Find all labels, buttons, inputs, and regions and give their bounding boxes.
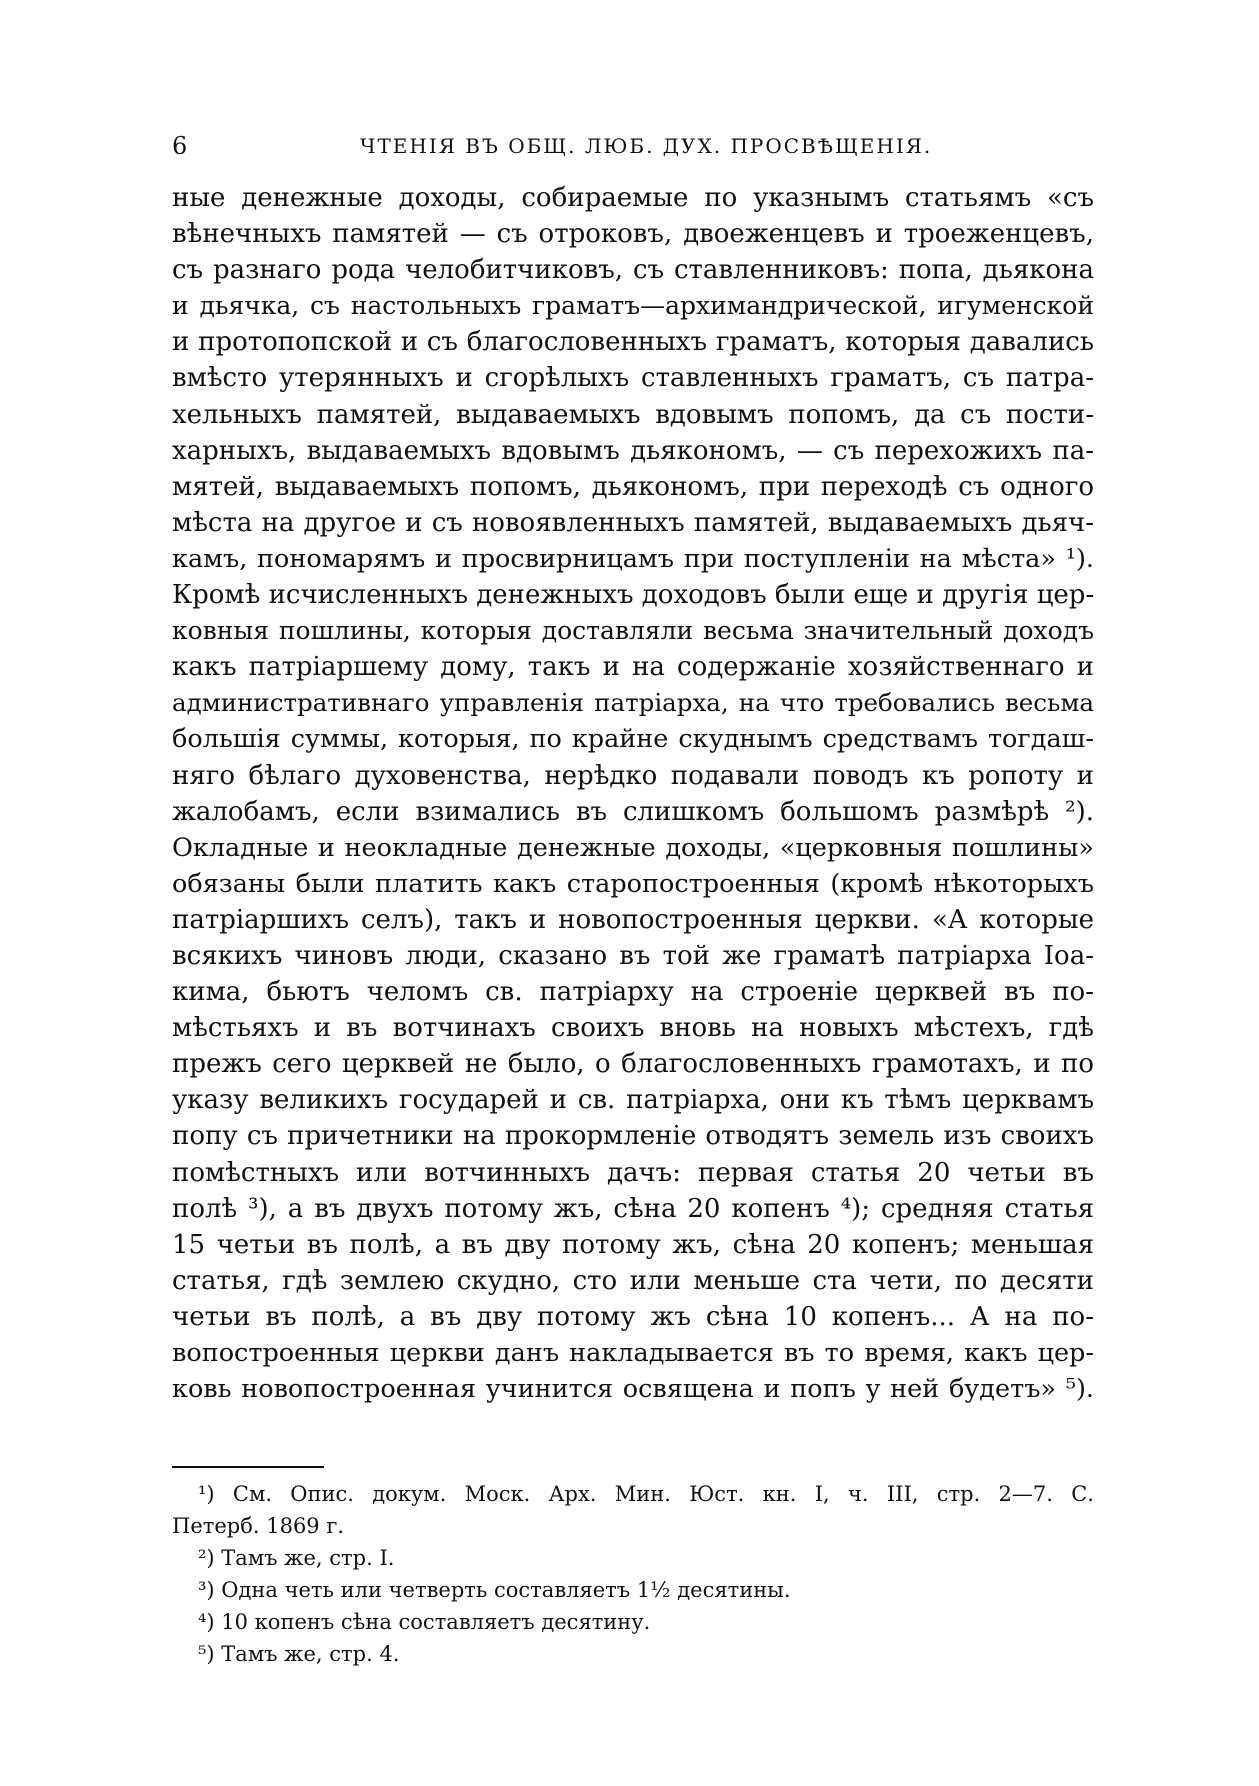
main-text (172, 180, 1094, 1407)
text-line: ковь новопостроенная учинится освящена и попъ у ней будетъ» ⁵). (172, 1374, 1094, 1405)
text-line: статья, гдѣ землею скудно, сто или меньше ста чети, по десяти (172, 1265, 1094, 1296)
text-line: мѣстьяхъ и въ вотчинахъ своихъ вновь на новыхъ мѣстехъ, гдѣ (172, 1013, 1094, 1044)
text-line: вопостроенныя церкви данъ накладывается въ то время, какъ цер- (172, 1338, 1094, 1368)
text-line: мятей, выдаваемыхъ попомъ, дьякономъ, при переходѣ съ одного (172, 471, 1094, 502)
page-number: 6 (172, 132, 188, 160)
text-line: Кромѣ исчисленныхъ денежныхъ доходовъ были еще и другія цер- (172, 580, 1094, 611)
text-line: ные денежные доходы, собираемые по указнымъ статьямъ «съ (172, 183, 1094, 213)
text-line: 15 четьи въ полѣ, а въ дву потому жъ, сѣна 20 копенъ; меньшая (172, 1229, 1094, 1260)
footnote-5: ⁵) Тамъ же, стр. 4. (198, 1642, 400, 1666)
text-line: камъ, пономарямъ и просвирницамъ при поступленіи на мѣста» ¹). (172, 543, 1094, 574)
footnote-4: ⁴) 10 копенъ сѣна составляетъ десятину. (198, 1610, 651, 1634)
footnote-2: ²) Тамъ же, стр. I. (198, 1546, 395, 1570)
running-title: ЧТЕНІЯ ВЪ ОБЩ. ЛЮБ. ДУХ. ПРОСВѢЩЕНІЯ. (360, 134, 933, 158)
text-line: и дьячка, съ настольныхъ граматъ—архимандрической, игуменской (172, 291, 1094, 321)
footnote-divider (172, 1466, 324, 1468)
text-line: прежъ сего церквей не было, о благословенныхъ грамотахъ, и по (172, 1049, 1094, 1080)
text-line: няго бѣлаго духовенства, нерѣдко подавали поводъ къ ропоту и (172, 760, 1094, 791)
footnotes (172, 1478, 1094, 1670)
text-line: харныхъ, выдаваемыхъ вдовымъ дьякономъ, — съ перехожихъ па- (172, 435, 1094, 466)
text-line: жалобамъ, если взимались въ слишкомъ большомъ размѣрѣ ²). (172, 796, 1094, 827)
text-line: попу съ причетники на прокормленіе отводятъ земель изъ своихъ (172, 1121, 1094, 1152)
text-line: и протопопской и съ благословенныхъ граматъ, которыя давались (172, 327, 1094, 358)
text-line: мѣста на другое и съ новоявленныхъ памятей, выдаваемыхъ дьяч- (172, 507, 1094, 538)
running-header (172, 130, 1092, 162)
text-line: обязаны были платить какъ старопостроенныя (кромѣ нѣкоторыхъ (172, 868, 1094, 899)
text-line: четьи въ полѣ, а въ дву потому жъ сѣна 10 копенъ... А на по- (172, 1301, 1094, 1332)
text-line: полѣ ³), а въ двухъ потому жъ, сѣна 20 копенъ ⁴); средняя статья (172, 1193, 1094, 1224)
text-line: всякихъ чиновъ люди, сказано въ той же граматѣ патріарха Іоа- (172, 940, 1094, 971)
text-line: кима, бьютъ челомъ св. патріарху на строеніе церквей въ по- (172, 977, 1094, 1008)
text-line: Окладные и неокладные денежные доходы, «церковныя пошлины» (172, 832, 1094, 863)
text-line: административнаго управленія патріарха, на что требовались весьма (172, 688, 1094, 718)
text-line: вѣнечныхъ памятей — съ отроковъ, двоеженцевъ и троеженцевъ, (172, 219, 1094, 250)
text-line: какъ патріаршему дому, такъ и на содержаніе хозяйственнаго и (172, 652, 1094, 683)
text-line: ковныя пошлины, которыя доставляли весьма значительный доходъ (172, 616, 1094, 646)
text-line: помѣстныхъ или вотчинныхъ дачъ: первая статья 20 четьи въ (172, 1157, 1094, 1188)
text-line: патріаршихъ селъ), такъ и новопостроенныя церкви. «А которые (172, 904, 1094, 935)
footnote-1: ¹) См. Опис. докум. Моск. Арх. Мин. Юст. кн. I, ч. III, стр. 2—7. С. (198, 1482, 1094, 1506)
footnote-1-continuation: Петерб. 1869 г. (172, 1514, 345, 1538)
text-line: указу великихъ государей и св. патріарха, они къ тѣмъ церквамъ (172, 1085, 1094, 1116)
text-line: вмѣсто утерянныхъ и сгорѣлыхъ ставленныхъ граматъ, съ патра- (172, 363, 1094, 394)
text-line: большія суммы, которыя, по крайне скуднымъ средствамъ тогдаш- (172, 724, 1094, 755)
text-line: хельныхъ памятей, выдаваемыхъ вдовымъ попомъ, да съ пости- (172, 399, 1094, 430)
footnote-3: ³) Одна четь или четверть составляетъ 1½ десятины. (198, 1578, 791, 1602)
text-line: съ разнаго рода челобитчиковъ, съ ставленниковъ: попа, дьякона (172, 255, 1094, 286)
